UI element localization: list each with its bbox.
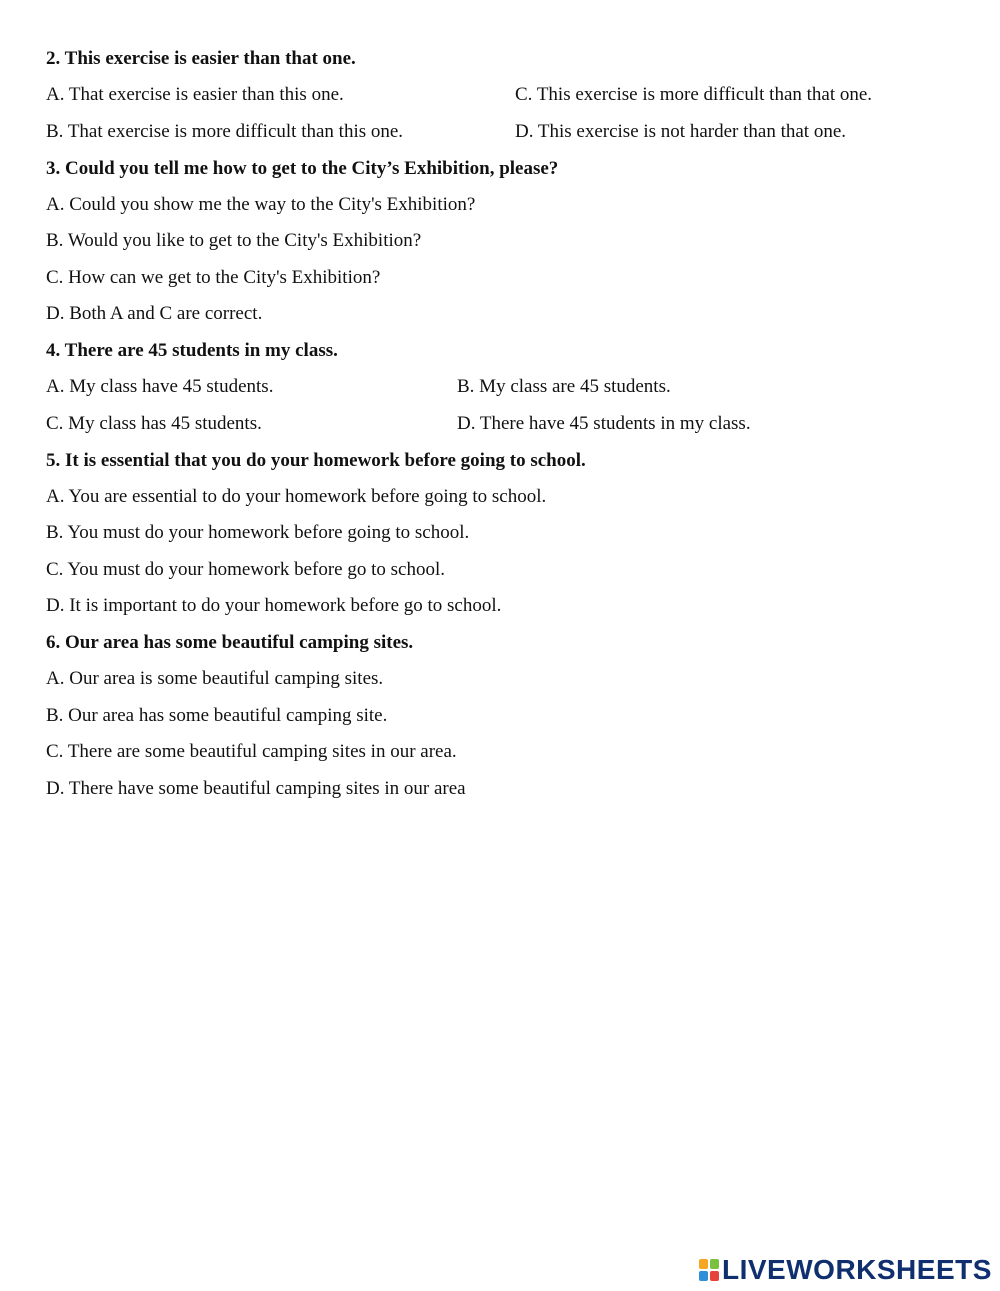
question-3-option-c[interactable]: C. How can we get to the City's Exhibition?: [46, 267, 381, 288]
question-4-option-c[interactable]: C. My class has 45 students.: [46, 413, 262, 434]
liveworksheets-logo-icon: [698, 1258, 720, 1282]
question-5-stem: 5. It is essential that you do your homework before going to school.: [46, 450, 586, 471]
question-4-stem: 4. There are 45 students in my class.: [46, 340, 338, 361]
logo-square-red: [710, 1271, 719, 1281]
question-3-stem: 3. Could you tell me how to get to the City’s Exhibition, please?: [46, 158, 559, 179]
question-2-option-b[interactable]: B. That exercise is more difficult than this one.: [46, 121, 404, 142]
question-2-stem: 2. This exercise is easier than that one.: [46, 48, 356, 69]
question-2-option-a[interactable]: A. That exercise is easier than this one.: [46, 84, 344, 105]
question-2-option-c[interactable]: C. This exercise is more difficult than that one.: [515, 84, 873, 105]
logo-square-orange: [699, 1259, 708, 1269]
liveworksheets-logo: [698, 1255, 992, 1285]
question-6-option-b[interactable]: B. Our area has some beautiful camping site.: [46, 705, 388, 726]
liveworksheets-logo-text: LIVEWORKSHEETS: [722, 1254, 992, 1285]
question-6-option-a[interactable]: A. Our area is some beautiful camping sites.: [46, 668, 384, 689]
logo-square-blue: [699, 1271, 708, 1281]
logo-square-green: [710, 1259, 719, 1269]
question-3-option-a[interactable]: A. Could you show me the way to the City's Exhibition?: [46, 194, 476, 215]
question-4-option-b[interactable]: B. My class are 45 students.: [457, 376, 671, 397]
question-3-option-b[interactable]: B. Would you like to get to the City's Exhibition?: [46, 230, 422, 251]
question-3-option-d[interactable]: D. Both A and C are correct.: [46, 303, 263, 324]
question-2-option-d[interactable]: D. This exercise is not harder than that one.: [515, 121, 846, 142]
question-5-option-a[interactable]: A. You are essential to do your homework before going to school.: [46, 486, 547, 507]
question-6-option-d[interactable]: D. There have some beautiful camping sites in our area: [46, 778, 466, 799]
question-4-option-d[interactable]: D. There have 45 students in my class.: [457, 413, 751, 434]
question-6-option-c[interactable]: C. There are some beautiful camping sites in our area.: [46, 741, 457, 762]
question-5-option-b[interactable]: B. You must do your homework before going to school.: [46, 522, 470, 543]
question-5-option-c[interactable]: C. You must do your homework before go to school.: [46, 559, 445, 580]
question-5-option-d[interactable]: D. It is important to do your homework before go to school.: [46, 595, 502, 616]
question-4-option-a[interactable]: A. My class have 45 students.: [46, 376, 274, 397]
question-6-stem: 6. Our area has some beautiful camping sites.: [46, 632, 414, 653]
